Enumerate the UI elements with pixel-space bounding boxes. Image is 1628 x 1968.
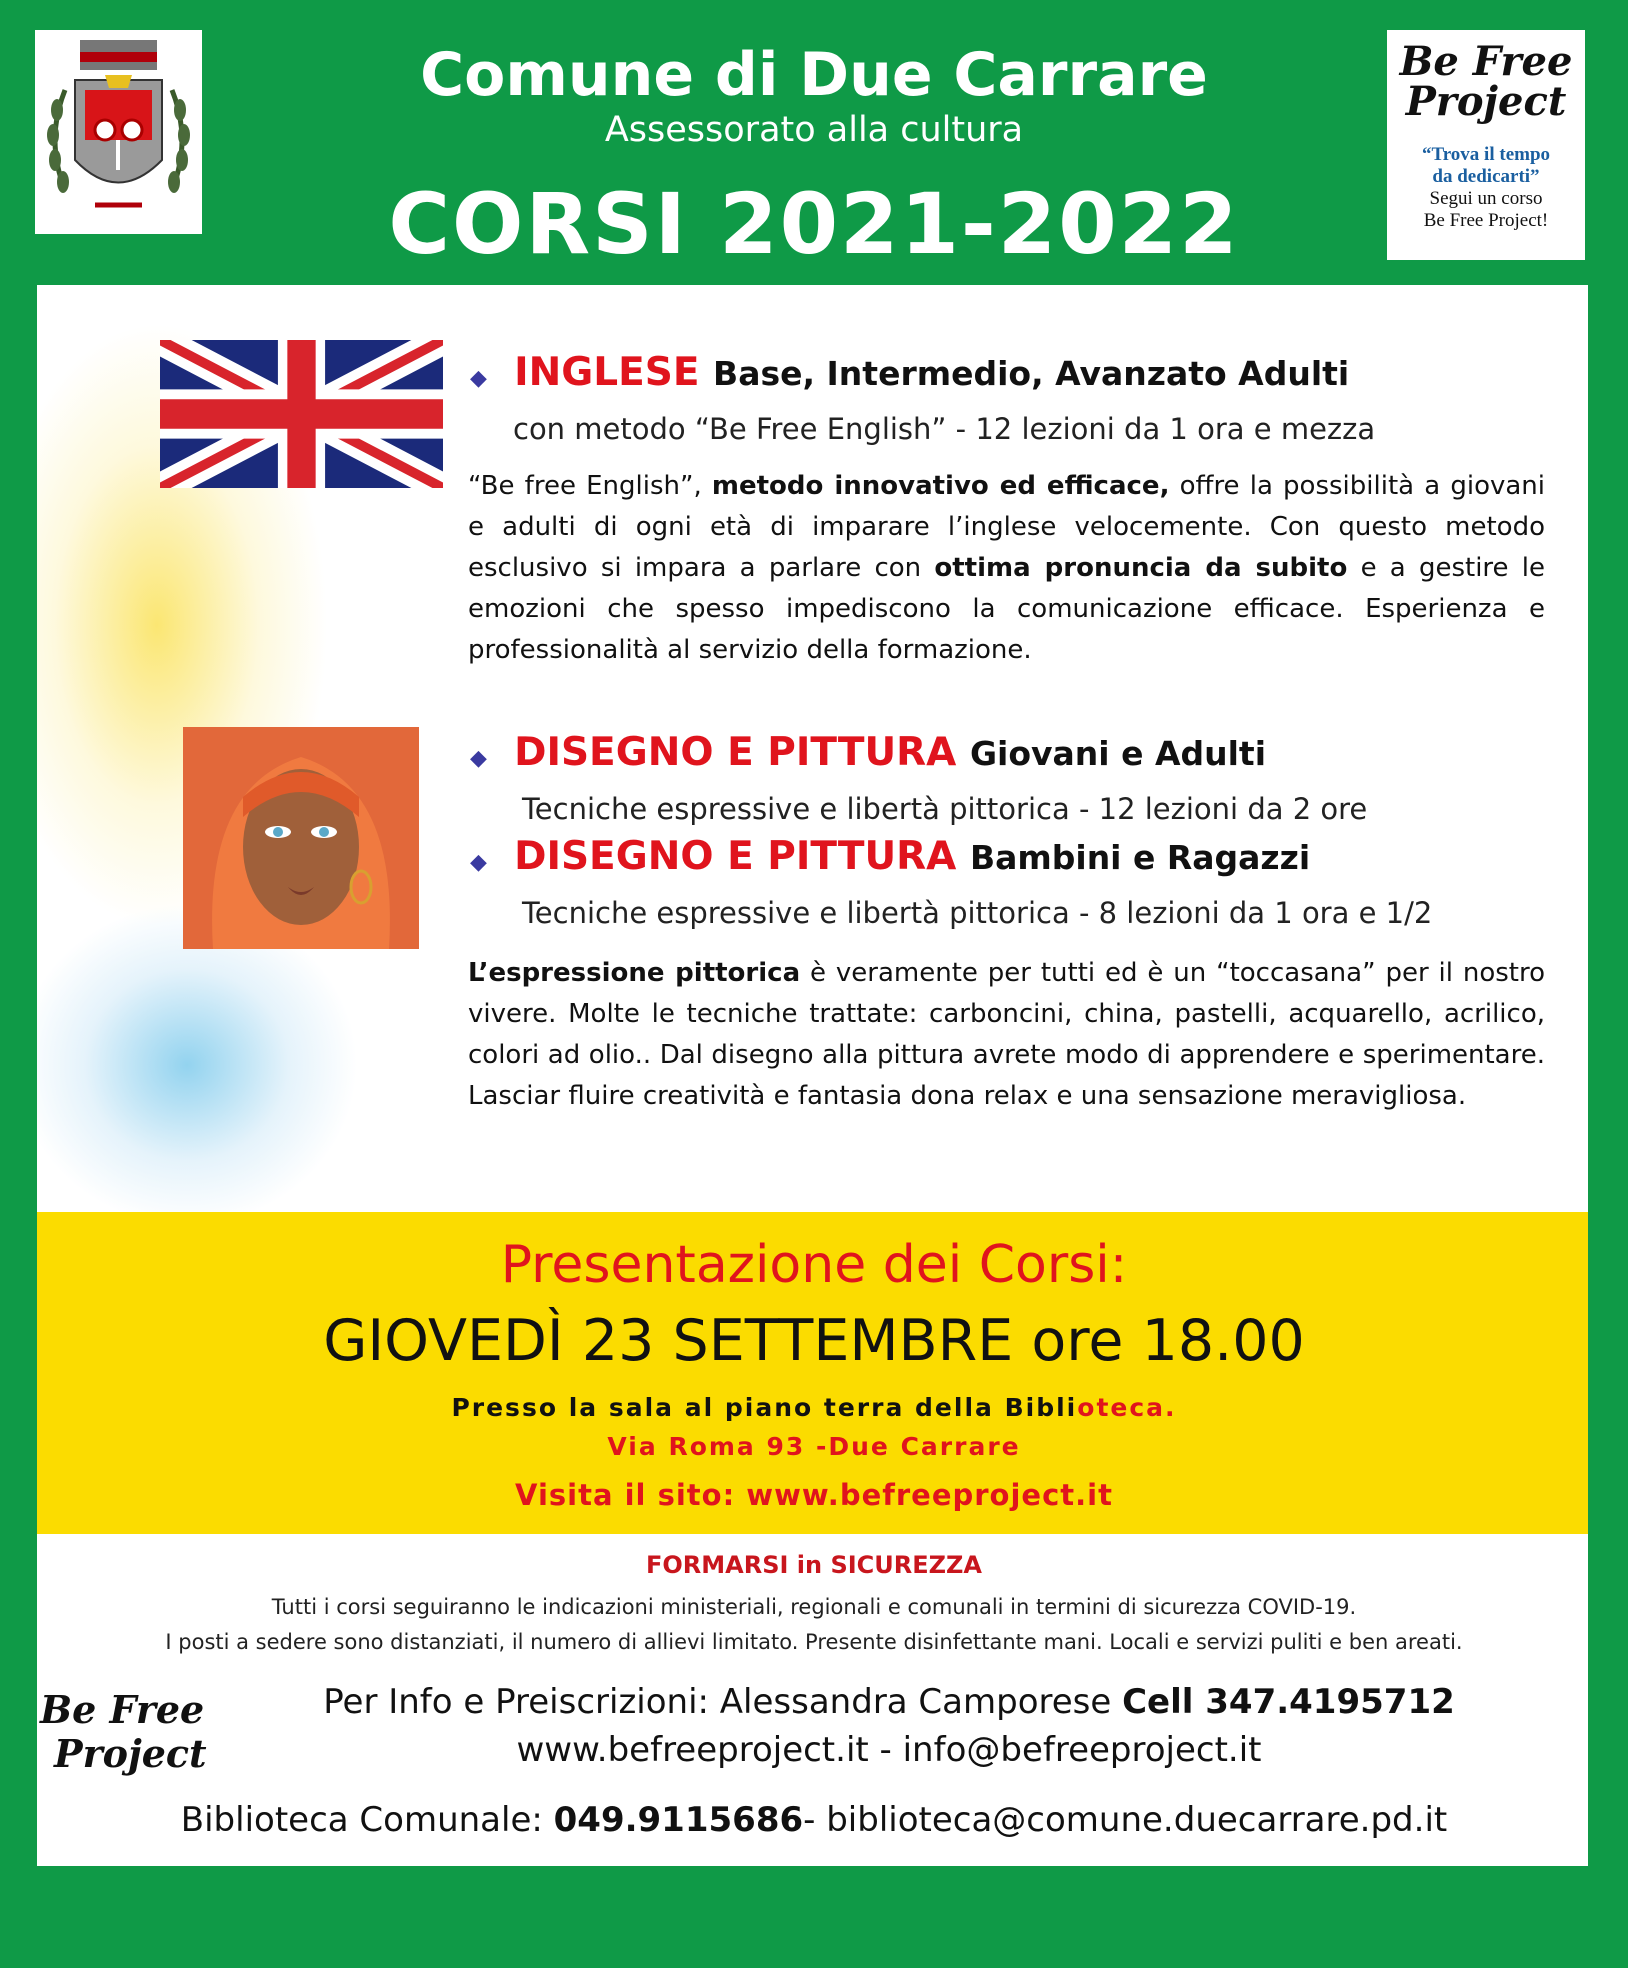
course-pittura-bambini-name: DISEGNO E PITTURA [514, 834, 957, 879]
logo-top-tagline4: Be Free Project! [1423, 210, 1549, 231]
header-subtitle: Assessorato alla cultura [604, 110, 1024, 150]
visit-site-link[interactable]: Visita il sito: www.befreeproject.it [515, 1478, 1113, 1512]
contact-info-label: Per Info e Preiscrizioni: Alessandra Camporese [323, 1682, 1123, 1722]
contact-cell[interactable]: Cell 347.4195712 [1122, 1682, 1455, 1722]
course-pittura-adulti-detail: Tecniche espressive e libertà pittorica - 12 lezioni da 2 ore [522, 792, 1368, 826]
course-pittura-bambini-target: Bambini e Ragazzi [969, 838, 1311, 877]
presentation-heading: Presentazione dei Corsi: [500, 1235, 1128, 1295]
course-pittura-bambini-heading [470, 834, 1310, 879]
library-phone[interactable]: 049.9115686 [553, 1800, 804, 1840]
pittura-para-rest: è veramente per tutti ed è un “toccasana” per il nostro vivere. Molte le tecniche trattate: carboncini, china, pastelli, acquarello, acrilico, colori ad olio.. Dal disegno alla pittura avrete modo di apprendere e sperimentare. Lasciar fluire creatività e fantasia dona relax e una sensazione meravigliosa. [468, 958, 1546, 1111]
course-inglese-heading [470, 350, 1349, 395]
contact-info-line [150, 1682, 1628, 1722]
library-contact-line [0, 1800, 1628, 1840]
course-inglese-name: INGLESE [514, 350, 700, 395]
diamond-bullet-icon: ◆ [470, 850, 487, 875]
presentation-address: Via Roma 93 -Due Carrare [607, 1432, 1021, 1461]
inglese-para-bold2: ottima pronuncia da subito [934, 553, 1348, 583]
safety-title: FORMARSI in SICUREZZA [645, 1551, 983, 1579]
logo-top-brand-line2: Project [1405, 78, 1567, 125]
safety-line-2: I posti a sedere sono distanziati, il numero di allievi limitato. Presente disinfettante mani. Locali e servizi puliti e ben areati. [165, 1630, 1463, 1654]
location-part-a: Presso la sala al piano terra della Bibli [451, 1393, 1078, 1422]
course-inglese-detail: con metodo “Be Free English” - 12 lezioni da 1 ora e mezza [513, 412, 1376, 446]
course-pittura-adulti-heading [470, 730, 1266, 775]
header-title: Comune di Due Carrare [420, 40, 1208, 110]
course-pittura-adulti-name: DISEGNO E PITTURA [514, 730, 957, 775]
inglese-para-part1: “Be free English”, [468, 471, 712, 501]
location-part-b: oteca. [1077, 1393, 1177, 1422]
course-inglese-description [468, 466, 1545, 671]
course-inglese-levels: Base, Intermedio, Avanzato Adulti [713, 354, 1350, 393]
inglese-para-part3: e a gestire le emozioni che spesso impediscono la comunicazione efficace. Esperienza e professionalità al servizio della formazione. [468, 553, 1545, 665]
logo-top-brand-line1: Be Free [1399, 38, 1573, 85]
presentation-date: GIOVEDÌ 23 SETTEMBRE ore 18.00 [323, 1308, 1305, 1374]
course-pittura-adulti-target: Giovani e Adulti [969, 734, 1267, 773]
blue-watercolor-wash [37, 905, 417, 1212]
inglese-para-part2: offre la possibilità a giovani e adulti di ogni età di imparare l’inglese velocemente. Con questo metodo esclusivo si impara a parlare con [468, 471, 1546, 583]
be-free-project-logo-top [1387, 30, 1585, 260]
course-pittura-bambini-detail: Tecniche espressive e libertà pittorica - 8 lezioni da 1 ora e 1/2 [522, 896, 1433, 930]
diamond-bullet-icon: ◆ [470, 366, 487, 391]
inglese-para-bold1: metodo innovativo ed efficace, [711, 471, 1170, 501]
library-email[interactable]: - biblioteca@comune.duecarrare.pd.it [803, 1800, 1448, 1840]
painting-portrait-image [183, 727, 419, 949]
library-label: Biblioteca Comunale: [180, 1800, 554, 1840]
header-corsi-title: CORSI 2021-2022 [388, 175, 1240, 273]
pittura-para-bold: L’espressione pittorica [468, 958, 801, 988]
logo-bottom-line1: Be Free [40, 1687, 205, 1732]
logo-bottom-line2: Project [54, 1731, 207, 1776]
course-pittura-description [468, 953, 1545, 1117]
logo-top-tagline1: “Trova il tempo [1421, 144, 1551, 165]
logo-top-tagline3: Segui un corso [1429, 188, 1543, 209]
presentation-location [0, 1393, 1628, 1422]
logo-top-tagline2: da dedicarti” [1432, 166, 1540, 187]
contact-web-email[interactable]: www.befreeproject.it - info@befreeproject.it [516, 1730, 1262, 1770]
uk-flag-image [160, 340, 443, 488]
safety-line-1: Tutti i corsi seguiranno le indicazioni ministeriali, regionali e comunali in termini di sicurezza COVID-19. [271, 1595, 1357, 1619]
diamond-bullet-icon: ◆ [470, 746, 487, 771]
